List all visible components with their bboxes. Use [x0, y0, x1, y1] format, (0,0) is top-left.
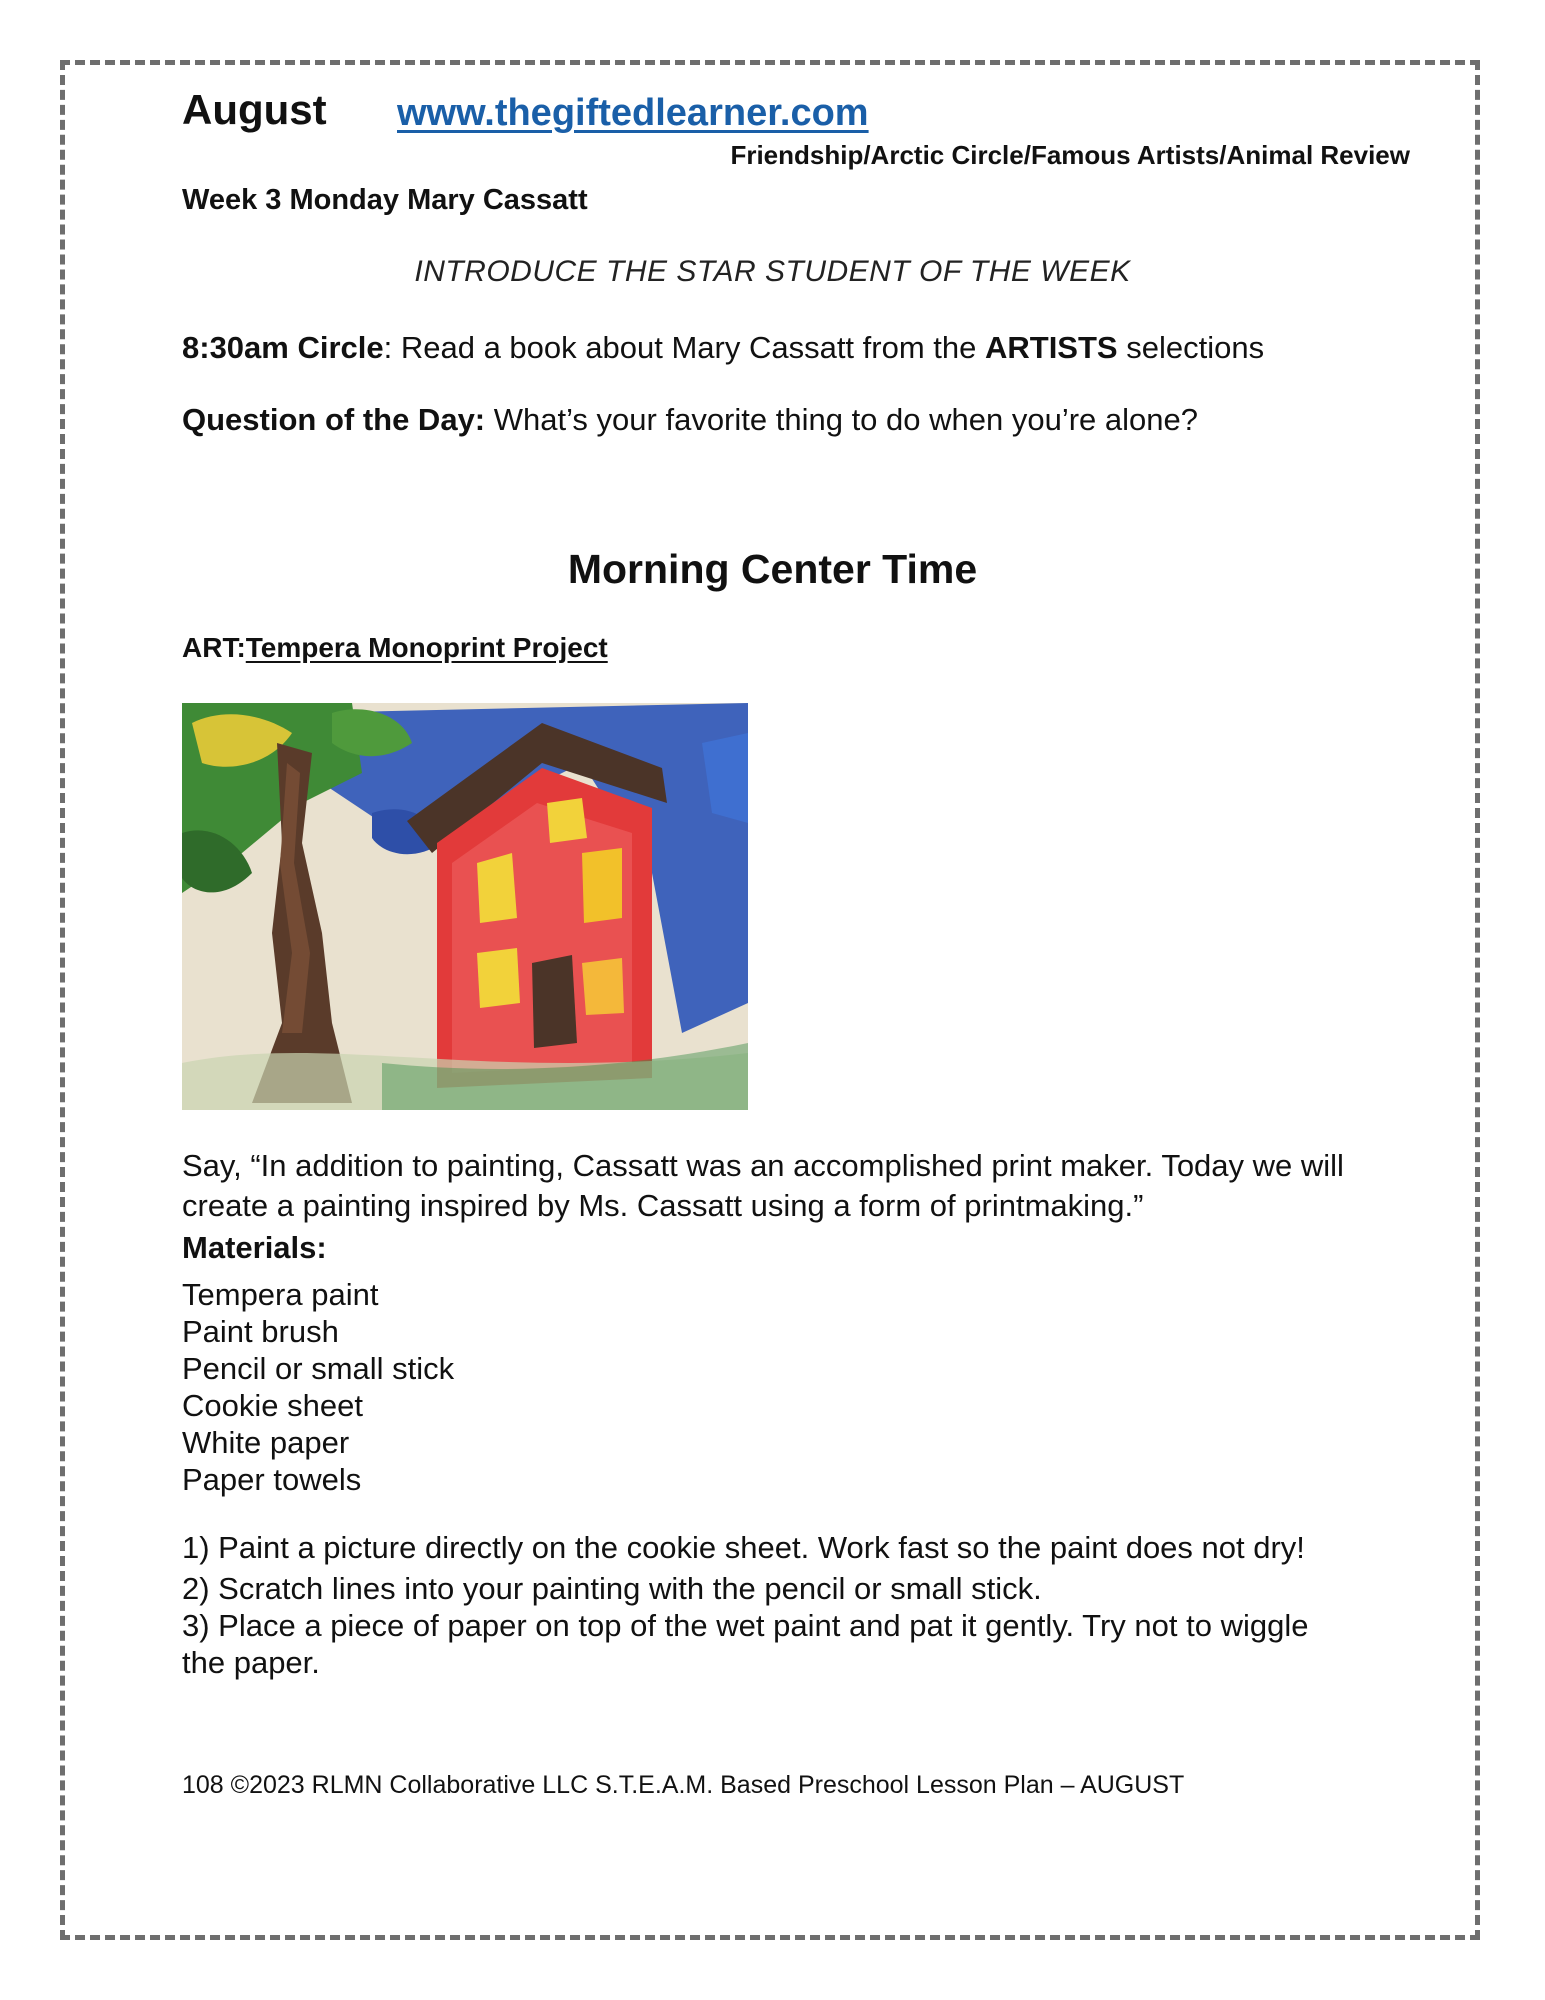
materials-heading: Materials:: [182, 1230, 327, 1265]
question-text: What’s your favorite thing to do when you’re alone?: [485, 402, 1198, 437]
circle-time-emphasis: ARTISTS: [984, 330, 1118, 365]
art-label: ART:: [182, 632, 246, 663]
question-of-the-day: [182, 402, 1198, 438]
question-label: Question of the Day:: [182, 402, 486, 437]
materials-item: Paint brush: [182, 1314, 339, 1349]
instruction-say-text: Say, “In addition to painting, Cassatt was an accomplished print maker. Today we will create a painting inspired by Ms. Cassatt using a form of printmaking.”: [182, 1148, 1344, 1223]
materials-item: White paper: [182, 1425, 350, 1460]
art-heading: [182, 632, 608, 664]
theme-list: Friendship/Arctic Circle/Famous Artists/Animal Review: [730, 140, 1410, 170]
page-footer: 108 ©2023 RLMN Collaborative LLC S.T.E.A.M. Based Preschool Lesson Plan – AUGUST: [182, 1771, 1185, 1799]
website-link[interactable]: www.thegiftedlearner.com: [397, 92, 869, 134]
circle-time-line: [182, 330, 1264, 366]
step-1: 1) Paint a picture directly on the cookie sheet. Work fast so the paint does not dry!: [182, 1530, 1305, 1565]
month-title: August: [182, 86, 327, 133]
materials-item: Tempera paint: [182, 1277, 379, 1312]
week-heading: Week 3 Monday Mary Cassatt: [182, 184, 588, 216]
steps-list: [182, 1526, 1342, 1681]
circle-time-label: 8:30am Circle: [182, 330, 384, 365]
circle-time-text-after: selections: [1117, 330, 1265, 365]
step-2: 2) Scratch lines into your painting with the pencil or small stick.: [182, 1571, 1042, 1606]
circle-time-text-before: : Read a book about Mary Cassatt from the: [383, 330, 985, 365]
section-title: Morning Center Time: [567, 546, 978, 592]
art-project-title: Tempera Monoprint Project: [245, 632, 608, 663]
materials-item: Cookie sheet: [182, 1388, 363, 1423]
monoprint-painting-image: [182, 703, 748, 1110]
materials-list: [182, 1276, 454, 1498]
star-student-intro: INTRODUCE THE STAR STUDENT OF THE WEEK: [414, 255, 1131, 288]
materials-item: Paper towels: [182, 1462, 362, 1497]
step-3: 3) Place a piece of paper on top of the wet paint and pat it gently. Try not to wiggle the paper.: [182, 1608, 1309, 1680]
materials-item: Pencil or small stick: [182, 1351, 455, 1386]
